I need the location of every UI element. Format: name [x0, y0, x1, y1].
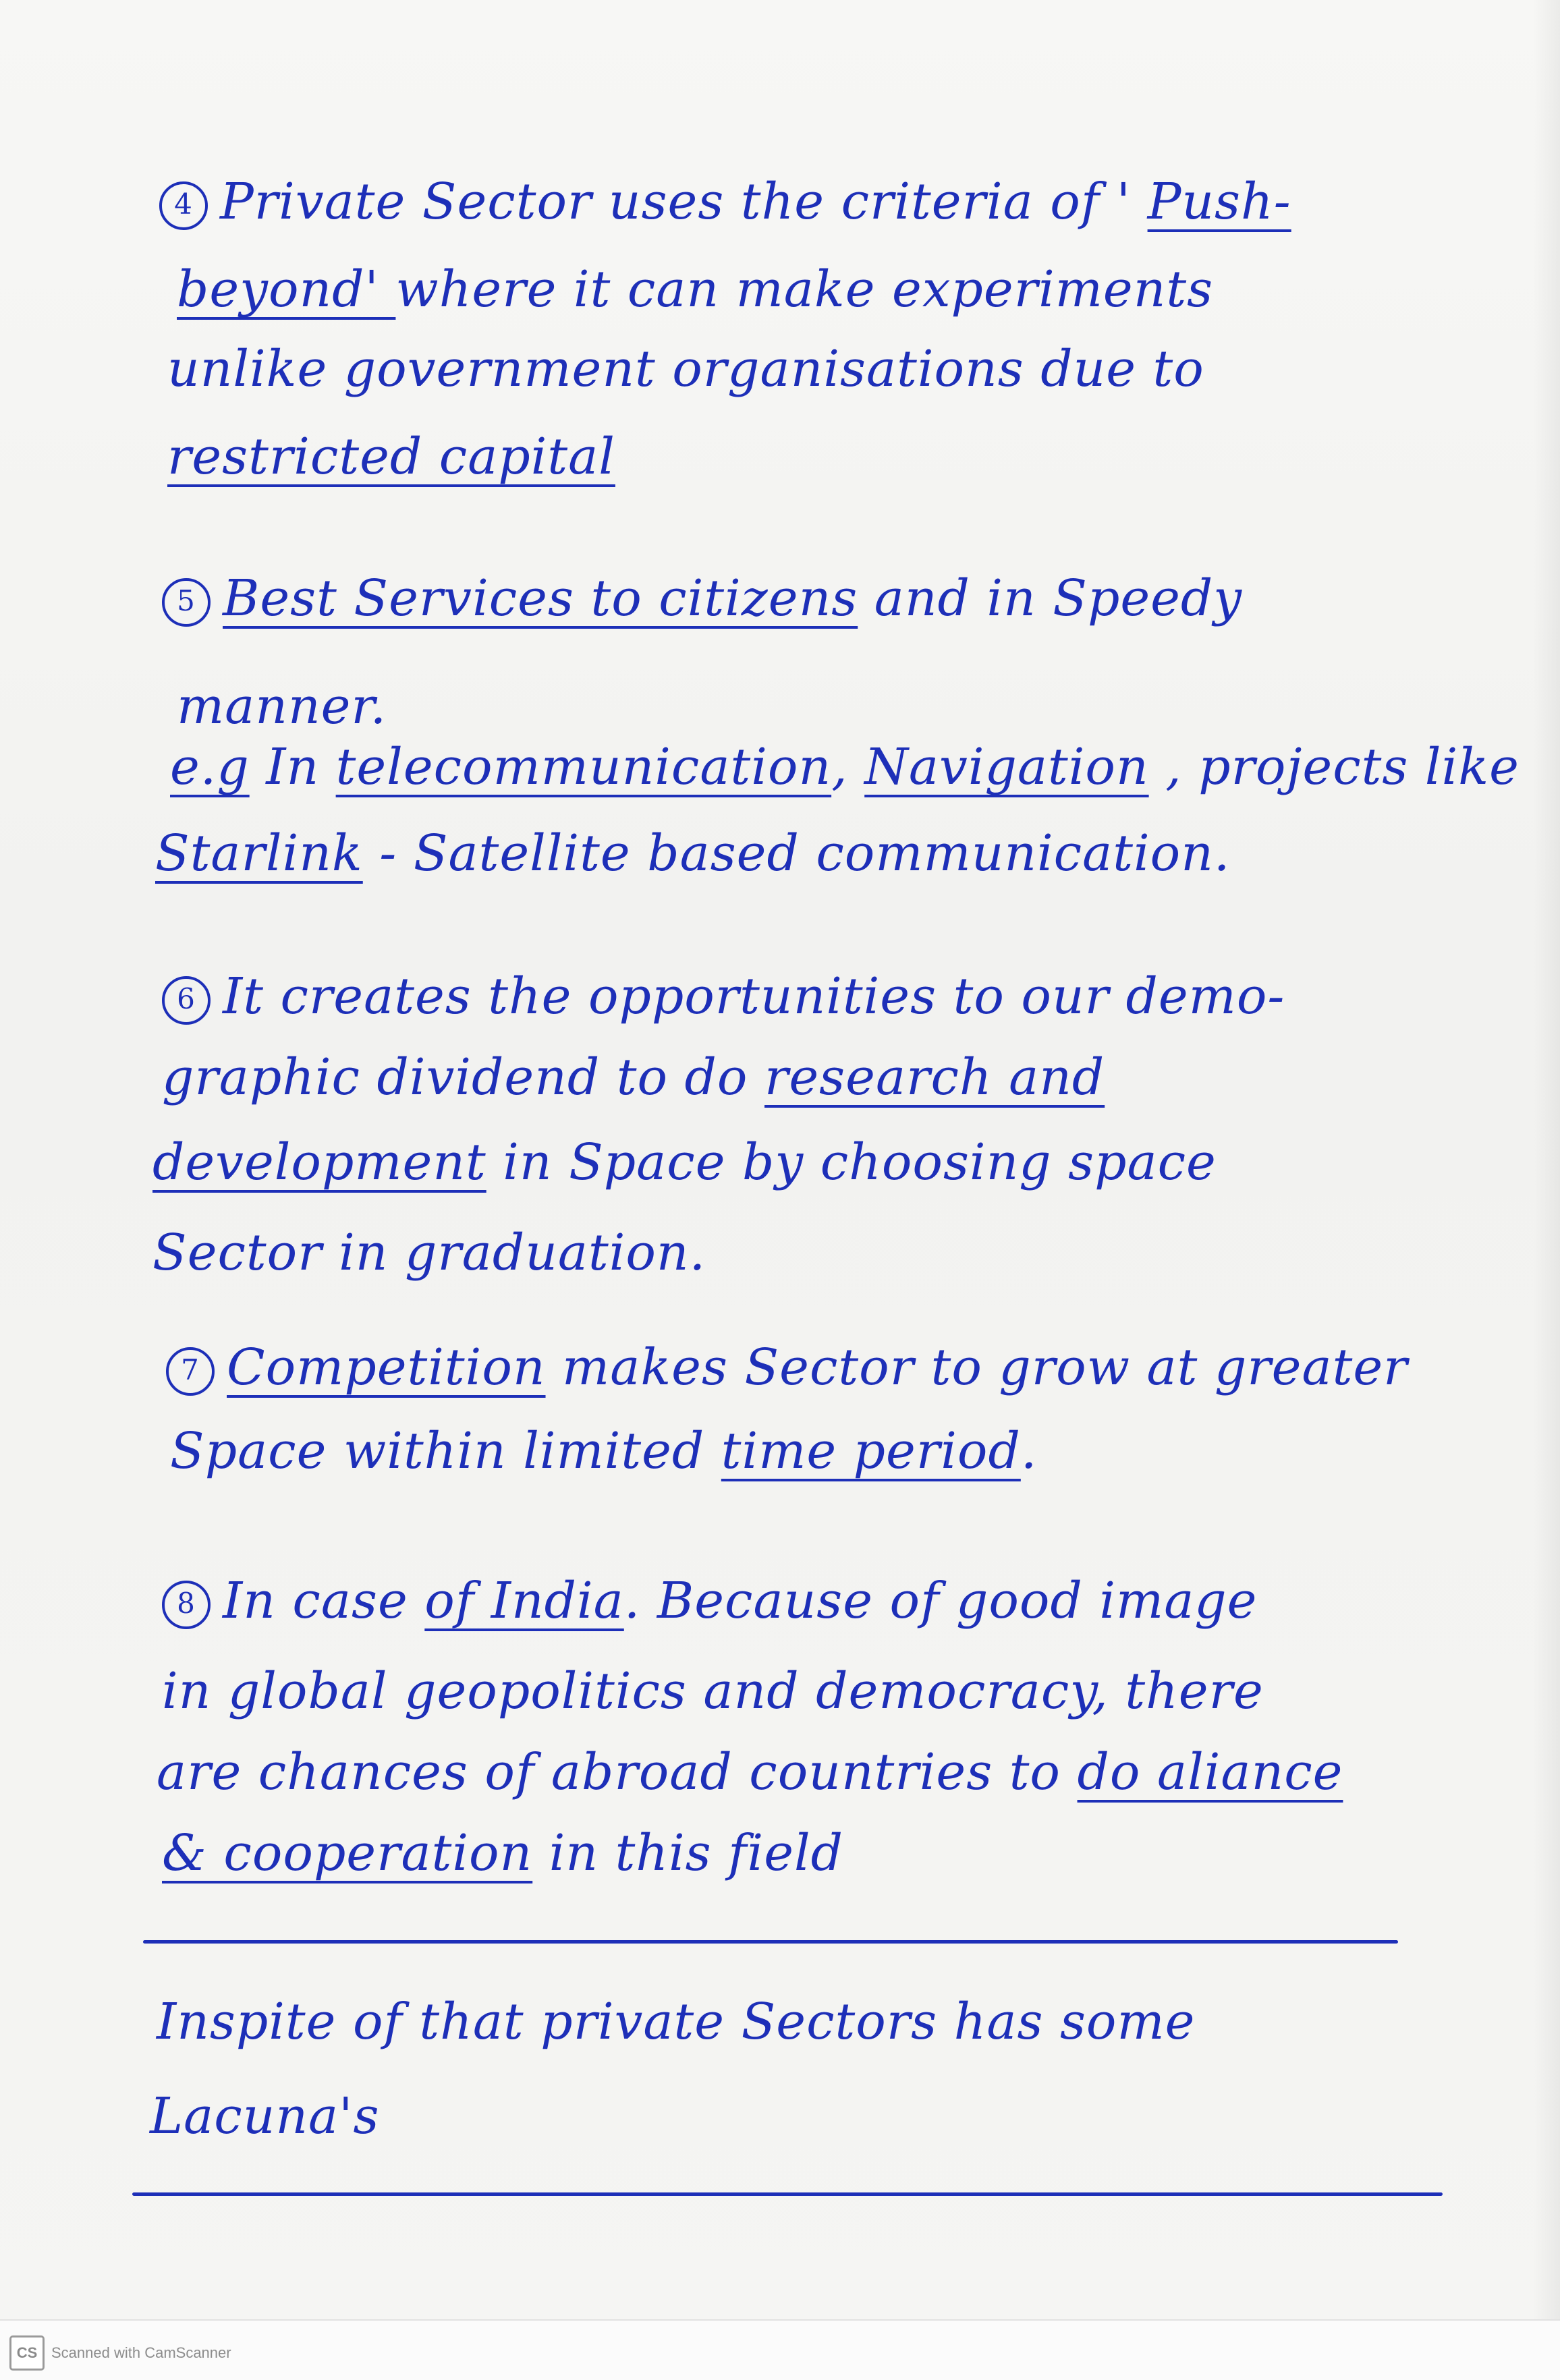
point-5-text: , projects like [1148, 738, 1520, 796]
scanner-footer-text: Scanned with CamScanner [51, 2344, 231, 2361]
point-6-text: graphic dividend to do [162, 1048, 765, 1106]
point-6-text: Sector in graduation. [152, 1224, 706, 1282]
point-5-text: and in Speedy [858, 569, 1243, 627]
point-7-number: 7 [166, 1347, 215, 1396]
restricted-capital-term: restricted capital [167, 428, 615, 486]
point-6-text: in Space by choosing space [486, 1133, 1217, 1191]
point-4-line-4 [167, 428, 615, 486]
point-8-text: in global geopolitics and democracy, there [162, 1662, 1264, 1720]
point-5-line-1 [162, 569, 1243, 627]
point-4-text: unlike government organisations due to [167, 340, 1204, 398]
point-6-text: It creates the opportunities to our demo- [223, 967, 1285, 1025]
point-5-line-4 [155, 824, 1231, 882]
point-7-text: Space within limited [170, 1422, 721, 1480]
point-8-text: are chances of abroad countries to [157, 1743, 1078, 1801]
point-5-line-3 [170, 738, 1520, 796]
best-services-term: Best Services to citizens [223, 569, 858, 627]
section-divider [143, 1940, 1398, 1944]
example-label: e.g [170, 738, 250, 796]
starlink-term: Starlink [155, 824, 363, 882]
period: . [1020, 1422, 1038, 1480]
point-5-text: In [249, 738, 336, 796]
point-8-text: In case [223, 1572, 425, 1630]
point-8-line-4 [162, 1824, 844, 1882]
time-period-term: time period [721, 1422, 1021, 1480]
navigation-term: Navigation [864, 738, 1149, 796]
point-8-line-2 [162, 1662, 1264, 1720]
conclusion-line-1 [157, 1993, 1196, 2051]
telecommunication-term: telecommunication [335, 738, 832, 796]
alliance-term: do aliance [1077, 1743, 1343, 1801]
point-5-line-2 [177, 677, 387, 735]
scanner-footer-band [0, 2319, 1560, 2380]
comma: , [831, 738, 865, 796]
conclusion-line-2 [150, 2087, 380, 2145]
point-4-text: Private Sector uses the criteria of ' [220, 173, 1148, 231]
point-6-line-2 [162, 1048, 1105, 1106]
point-7-line-2 [170, 1422, 1038, 1480]
competition-term: Competition [227, 1338, 546, 1396]
point-8-number: 8 [162, 1581, 211, 1629]
point-4-line-3 [167, 340, 1204, 398]
point-4-number: 4 [159, 181, 208, 230]
point-4-text: where it can make experiments [395, 260, 1214, 318]
point-6-line-1 [162, 967, 1285, 1025]
research-term: research and [764, 1048, 1105, 1106]
push-beyond-term-cont: beyond' [177, 260, 396, 318]
point-6-number: 6 [162, 976, 211, 1025]
point-6-line-4 [152, 1224, 706, 1282]
of-india-term: of India [424, 1572, 624, 1630]
scanner-footer [9, 2335, 231, 2371]
point-8-text: in this field [532, 1824, 844, 1882]
point-7-line-1 [166, 1338, 1408, 1396]
page-edge-shadow [1533, 0, 1560, 2380]
point-4-line-1 [159, 173, 1291, 231]
point-8-text: . Because of good image [623, 1572, 1258, 1630]
point-6-line-3 [152, 1133, 1217, 1191]
development-term: development [152, 1133, 486, 1191]
point-8-line-3 [157, 1743, 1343, 1801]
point-8-line-1 [162, 1572, 1258, 1630]
camscanner-logo: CS [9, 2335, 45, 2371]
cooperation-term: & cooperation [162, 1824, 533, 1882]
conclusion-text: Lacuna's [150, 2087, 380, 2145]
conclusion-text: Inspite of that private Sectors has some [157, 1993, 1196, 2051]
point-4-line-2 [177, 260, 1214, 318]
push-beyond-term: Push- [1147, 173, 1291, 231]
point-7-text: makes Sector to grow at greater [545, 1338, 1408, 1396]
point-5-number: 5 [162, 578, 211, 627]
bottom-divider [132, 2192, 1443, 2196]
point-5-text: manner. [177, 677, 387, 735]
point-5-text: - Satellite based communication. [362, 824, 1231, 882]
